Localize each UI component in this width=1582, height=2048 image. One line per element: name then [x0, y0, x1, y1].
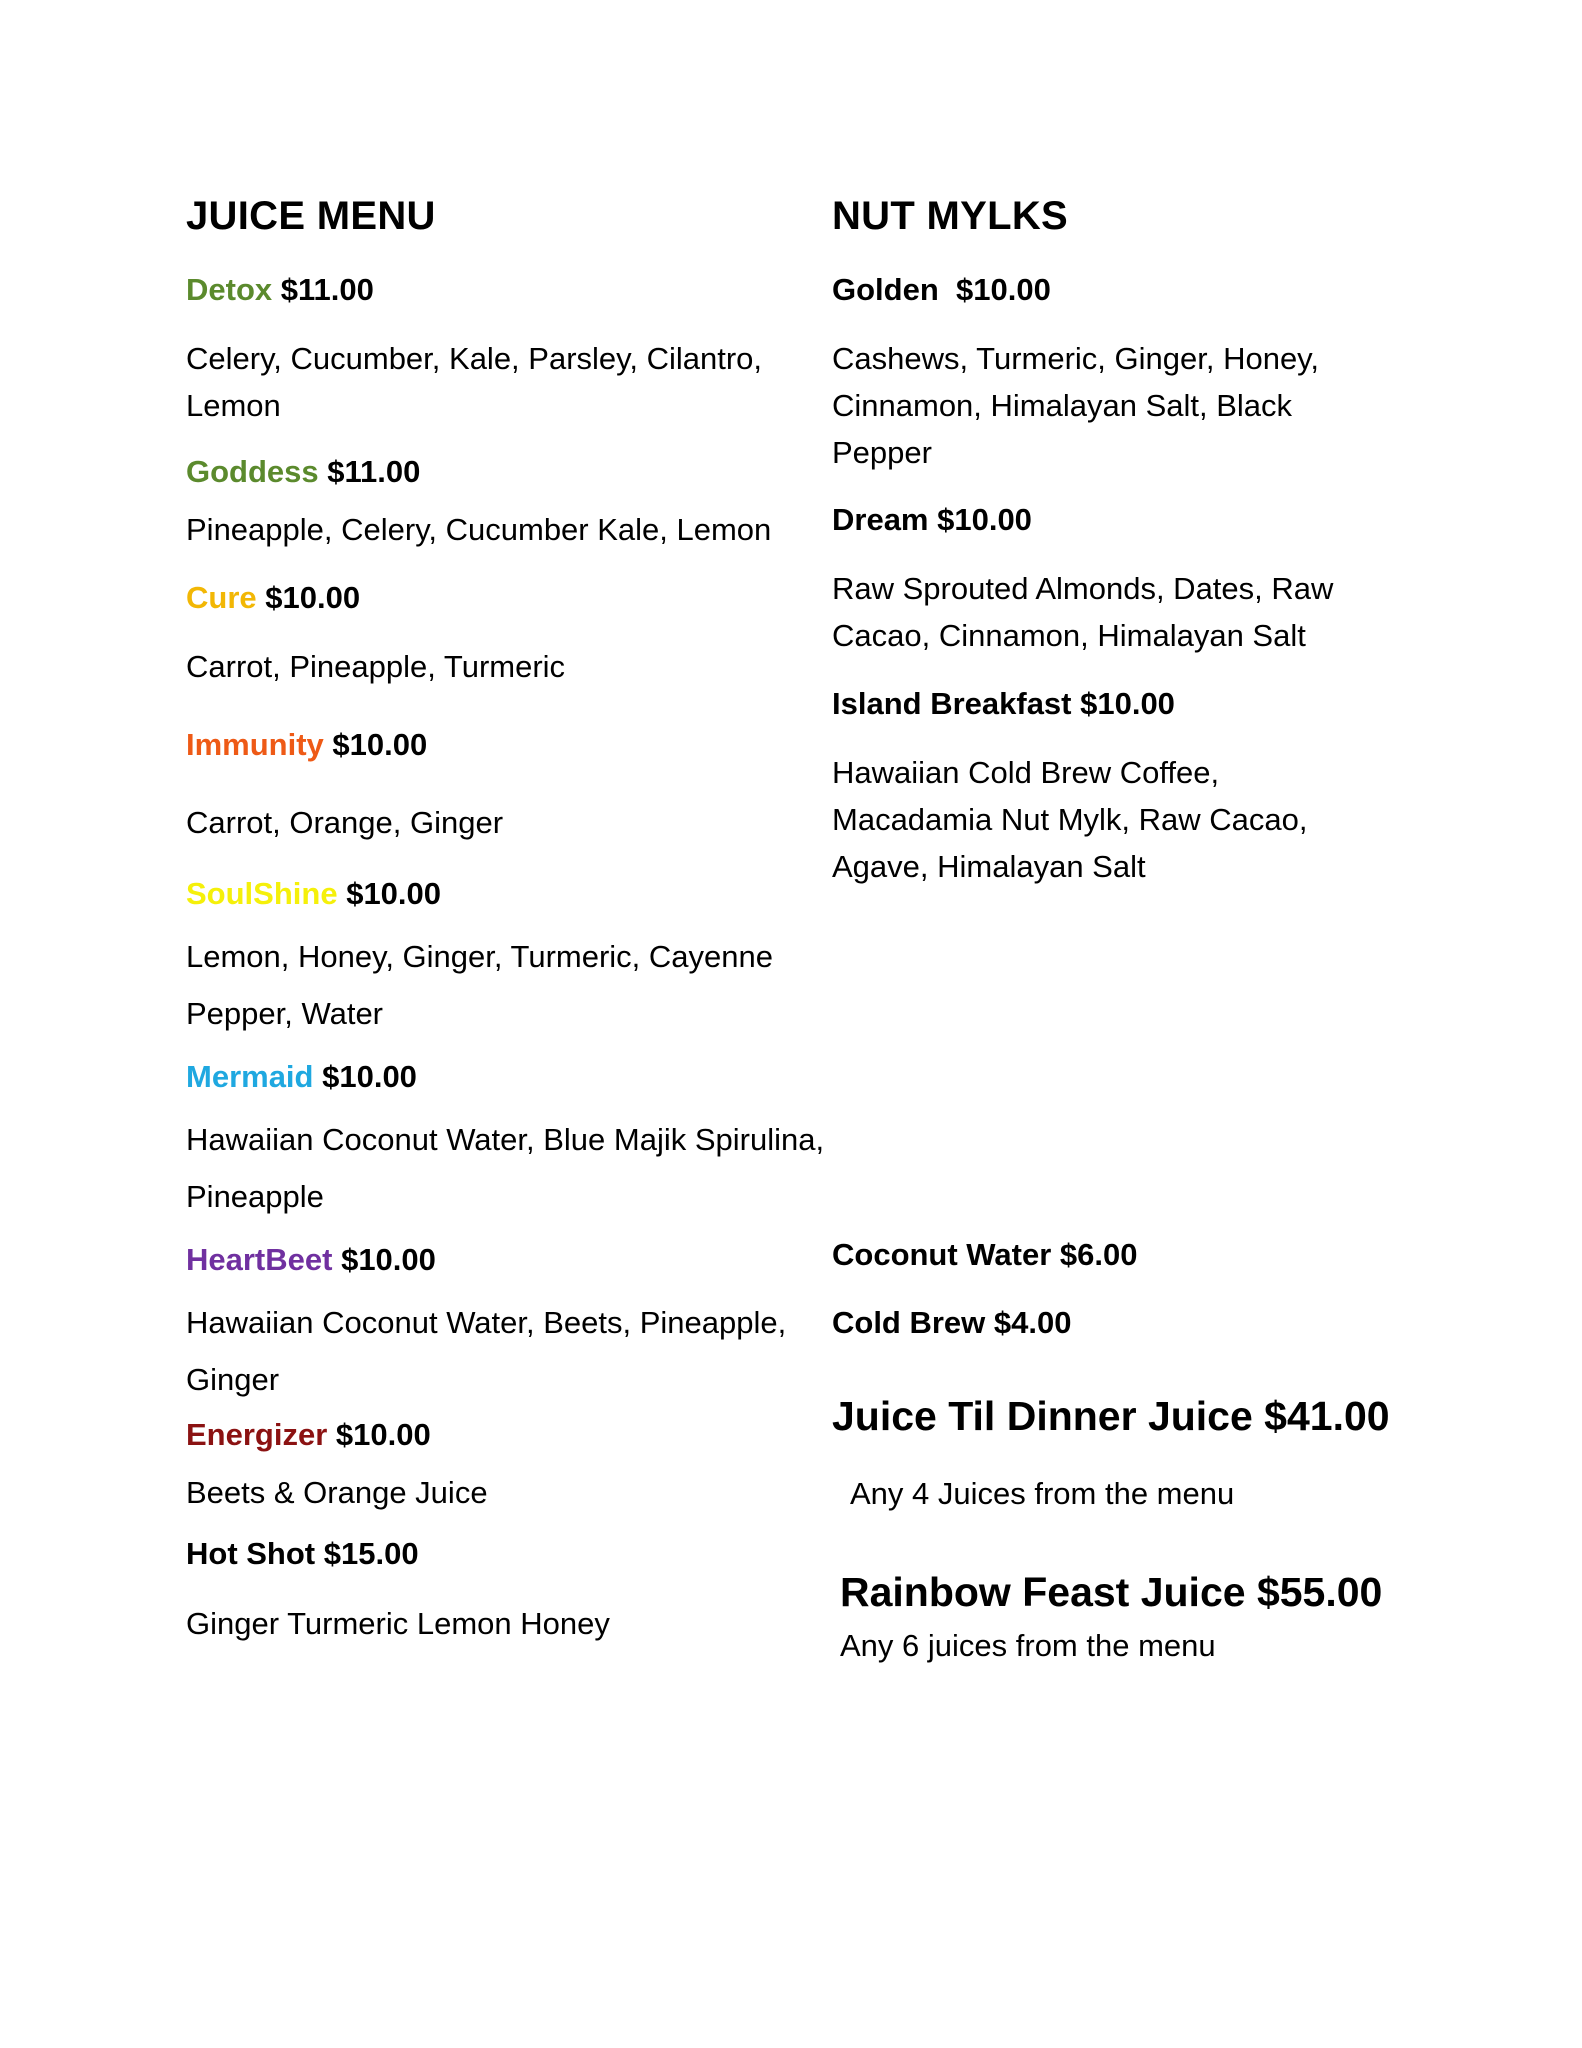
- mylk-title: Island Breakfast $10.00: [832, 686, 1175, 721]
- mylk-description: Hawaiian Cold Brew Coffee, Macadamia Nut Mylk, Raw Cacao, Agave, Himalayan Salt: [832, 755, 1308, 884]
- mylk-item-island-breakfast: [832, 684, 1432, 724]
- juice-price: $11.00: [280, 272, 374, 307]
- juice-price: $10.00: [332, 727, 428, 762]
- juice-price: $10.00: [265, 580, 361, 615]
- juice-price: $10.00: [335, 1417, 431, 1452]
- juice-description: Hawaiian Coconut Water, Blue Majik Spirulina, Pineapple: [186, 1122, 825, 1214]
- juice-item-heartbeet: [186, 1240, 826, 1280]
- juice-item-immunity: [186, 725, 826, 765]
- juice-price: $15.00: [323, 1536, 419, 1571]
- juice-name: HeartBeet: [186, 1242, 333, 1277]
- juice-price: $10.00: [346, 876, 442, 911]
- juice-description: Hawaiian Coconut Water, Beets, Pineapple, Ginger: [186, 1305, 787, 1397]
- juice-item-goddess: [186, 452, 826, 492]
- package-rainbow-feast: [840, 1566, 1432, 1618]
- juice-item-mermaid: [186, 1057, 826, 1097]
- juice-item-hot-shot: [186, 1534, 826, 1574]
- mylk-item-dream: [832, 500, 1432, 540]
- extra-coconut-water: [832, 1235, 1432, 1275]
- juice-name: Cure: [186, 580, 257, 615]
- juice-item-detox: [186, 270, 826, 310]
- mylk-title: Dream $10.00: [832, 502, 1032, 537]
- juice-name: Immunity: [186, 727, 324, 762]
- mylk-description: Raw Sprouted Almonds, Dates, Raw Cacao, Cinnamon, Himalayan Salt: [832, 571, 1334, 653]
- juice-name: Energizer: [186, 1417, 328, 1452]
- juice-description: Carrot, Pineapple, Turmeric: [186, 649, 566, 684]
- package-description: Any 6 juices from the menu: [840, 1628, 1216, 1663]
- juice-item-cure: [186, 578, 826, 618]
- juice-name: Mermaid: [186, 1059, 314, 1094]
- juice-item-energizer: [186, 1415, 826, 1455]
- juice-price: $10.00: [341, 1242, 436, 1277]
- extra-cold-brew: [832, 1303, 1432, 1343]
- extra-title: Coconut Water $6.00: [832, 1237, 1138, 1272]
- mylk-title: Golden $10.00: [832, 272, 1051, 307]
- juice-menu-heading: JUICE MENU: [186, 194, 436, 238]
- package-juice-til-dinner: [832, 1390, 1432, 1442]
- package-title: Juice Til Dinner Juice $41.00: [832, 1393, 1390, 1439]
- mylk-description: Cashews, Turmeric, Ginger, Honey, Cinnamon, Himalayan Salt, Black Pepper: [832, 341, 1319, 470]
- juice-price: $11.00: [327, 454, 421, 489]
- nut-mylks-heading: NUT MYLKS: [832, 194, 1069, 238]
- package-title: Rainbow Feast Juice $55.00: [840, 1569, 1383, 1615]
- extra-title: Cold Brew $4.00: [832, 1305, 1072, 1340]
- mylk-item-golden: [832, 270, 1432, 310]
- juice-name: SoulShine: [186, 876, 338, 911]
- package-description: Any 4 Juices from the menu: [850, 1476, 1235, 1511]
- juice-item-soulshine: [186, 874, 826, 914]
- juice-name: Detox: [186, 272, 273, 307]
- juice-description: Ginger Turmeric Lemon Honey: [186, 1606, 610, 1641]
- juice-description: Celery, Cucumber, Kale, Parsley, Cilantro, Lemon: [186, 341, 763, 423]
- juice-price: $10.00: [322, 1059, 417, 1094]
- juice-description: Carrot, Orange, Ginger: [186, 805, 504, 840]
- juice-name: Hot Shot: [186, 1536, 316, 1571]
- juice-description: Pineapple, Celery, Cucumber Kale, Lemon: [186, 512, 772, 547]
- juice-name: Goddess: [186, 454, 319, 489]
- juice-description: Lemon, Honey, Ginger, Turmeric, Cayenne Pepper, Water: [186, 939, 773, 1031]
- juice-description: Beets & Orange Juice: [186, 1475, 488, 1510]
